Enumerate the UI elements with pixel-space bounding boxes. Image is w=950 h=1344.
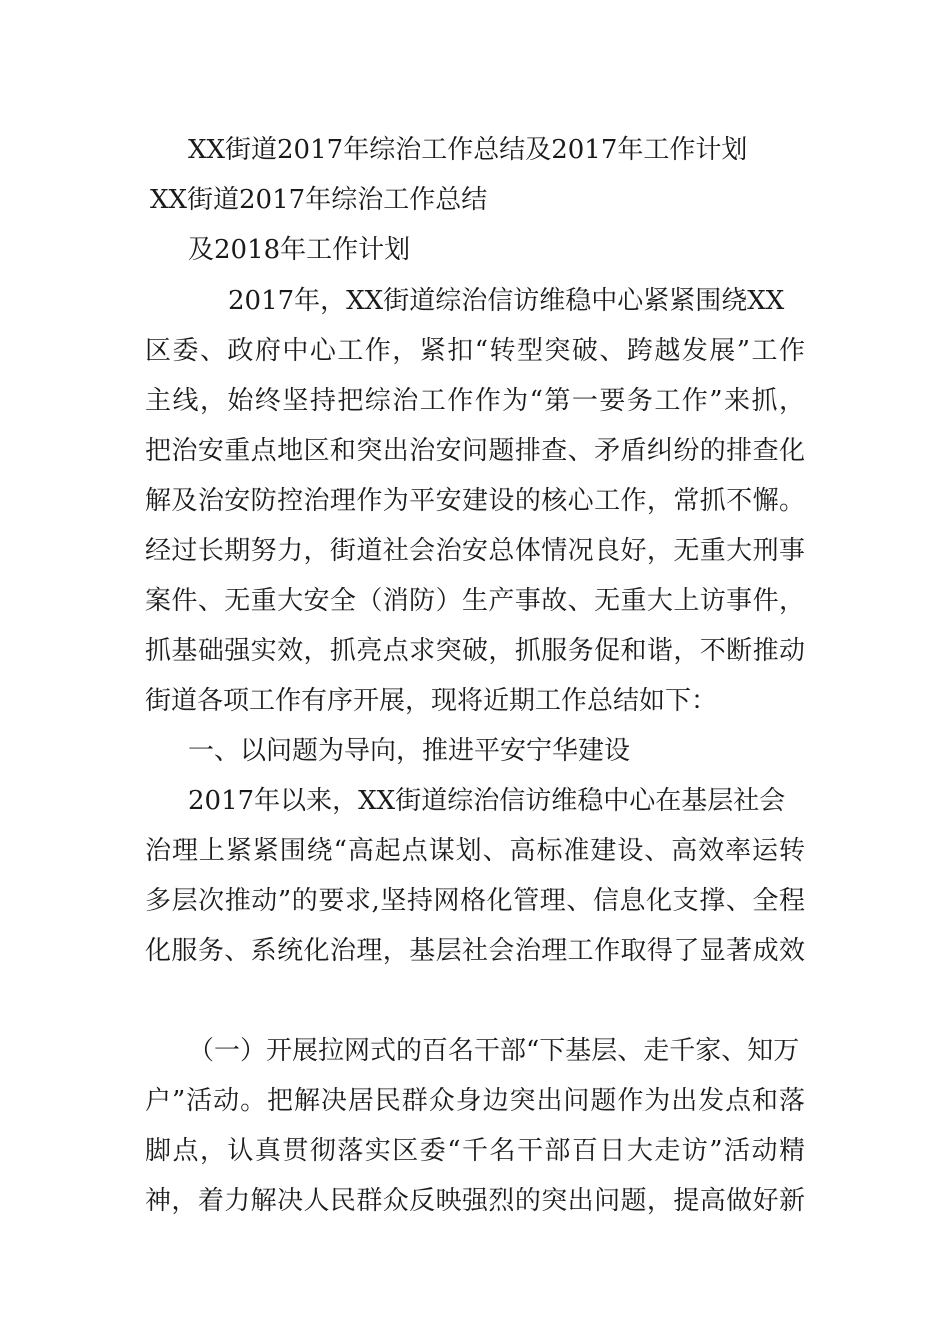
intro-paragraph-line: 把治安重点地区和突出治安问题排查、矛盾纠纷的排查化 — [145, 436, 805, 466]
subsection-paragraph-line: 户”活动。把解决居民群众身边突出问题作为出发点和落 — [145, 1086, 805, 1116]
intro-paragraph-line: 经过长期努力，街道社会治安总体情况良好，无重大刑事 — [145, 536, 805, 566]
intro-paragraph-line: 主线，始终坚持把综治工作作为“第一要务工作”来抓， — [145, 386, 805, 416]
intro-paragraph-line: 2017年，XX街道综治信访维稳中心紧紧围绕XX — [228, 286, 785, 316]
intro-paragraph-line: 街道各项工作有序开展，现将近期工作总结如下： — [145, 686, 718, 716]
document-title-line-1: XX街道2017年综治工作总结及2017年工作计划 — [188, 135, 748, 165]
subsection-paragraph-line: 神，着力解决人民群众反映强烈的突出问题，提高做好新 — [145, 1186, 805, 1216]
intro-paragraph-line: 抓基础强实效，抓亮点求突破，抓服务促和谐，不断推动 — [145, 636, 805, 666]
intro-paragraph-line: 解及治安防控治理作为平安建设的核心工作，常抓不懈。 — [145, 486, 805, 516]
section-heading: 一、以问题为导向，推进平安宁华建设 — [188, 736, 631, 766]
section-paragraph-line: 治理上紧紧围绕“高起点谋划、高标准建设、高效率运转 — [145, 836, 805, 866]
subsection-paragraph-line: 脚点，认真贯彻落实区委“千名干部百日大走访”活动精 — [145, 1136, 805, 1166]
document-title-line-3: 及2018年工作计划 — [188, 235, 411, 265]
intro-paragraph-line: 区委、政府中心工作，紧扣“转型突破、跨越发展”工作 — [145, 336, 805, 366]
subsection-paragraph-line: （一）开展拉网式的百名干部“下基层、走千家、知万 — [188, 1036, 800, 1066]
section-paragraph-line: 2017年以来，XX街道综治信访维稳中心在基层社会 — [188, 786, 786, 816]
intro-paragraph-line: 案件、无重大安全（消防）生产事故、无重大上访事件， — [145, 586, 805, 616]
document-title-line-2: XX街道2017年综治工作总结 — [150, 185, 488, 215]
section-paragraph-line: 化服务、系统化治理，基层社会治理工作取得了显著成效 — [145, 936, 805, 966]
section-paragraph-line: 多层次推动”的要求,坚持网格化管理、信息化支撑、全程 — [145, 886, 805, 916]
